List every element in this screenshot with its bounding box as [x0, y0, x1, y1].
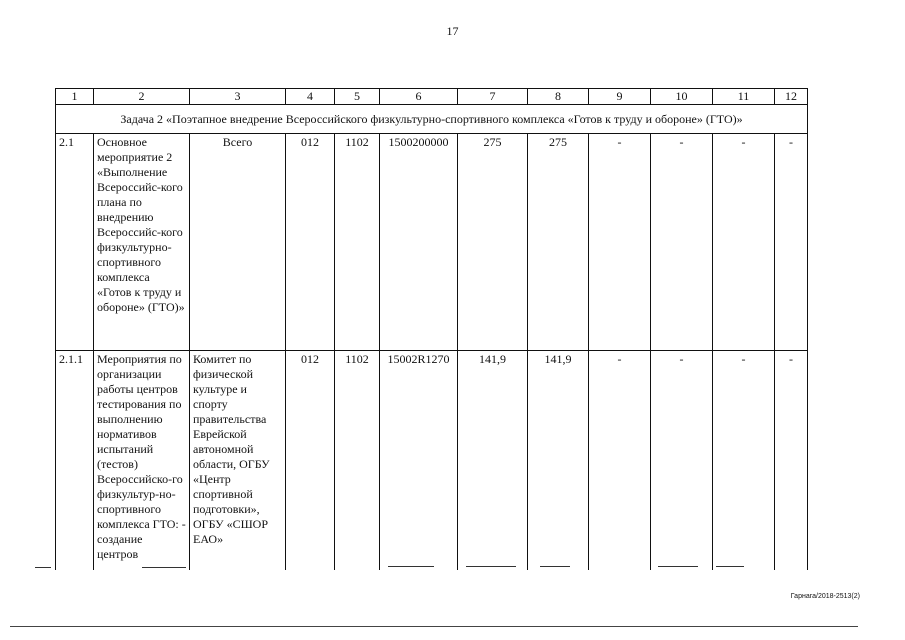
column-header: 8	[528, 89, 589, 105]
task-row	[56, 105, 808, 134]
column-header: 9	[589, 89, 651, 105]
scan-mark	[388, 566, 434, 567]
column-header: 3	[190, 89, 286, 105]
cell-c6: 1500200000	[380, 134, 458, 351]
cell-c5: 1102	[335, 351, 380, 571]
document-code: Гарнага/2018-2513(2)	[790, 593, 860, 600]
column-header: 1	[56, 89, 94, 105]
cell-c10: -	[651, 134, 713, 351]
scan-mark	[466, 566, 516, 567]
scan-mark	[540, 566, 570, 567]
cell-c6: 15002R1270	[380, 351, 458, 571]
cell-c8: 275	[528, 134, 589, 351]
scan-mark	[142, 567, 186, 568]
column-header: 12	[775, 89, 808, 105]
scan-mark	[716, 566, 744, 567]
column-header: 10	[651, 89, 713, 105]
program-table	[55, 88, 808, 570]
column-header: 7	[458, 89, 528, 105]
row-number: 2.1.1	[56, 351, 94, 571]
cell-c9: -	[589, 134, 651, 351]
table-row	[56, 351, 808, 571]
scan-mark	[658, 566, 698, 567]
row-number: 2.1	[56, 134, 94, 351]
column-header: 4	[286, 89, 335, 105]
cell-c11: -	[713, 351, 775, 571]
cell-c8: 141,9	[528, 351, 589, 571]
cell-c7: 275	[458, 134, 528, 351]
cell-c10: -	[651, 351, 713, 571]
cell-c4: 012	[286, 134, 335, 351]
column-header: 2	[94, 89, 190, 105]
cell-c11: -	[713, 134, 775, 351]
page-number: 17	[446, 24, 459, 38]
cell-c12: -	[775, 134, 808, 351]
column-header: 6	[380, 89, 458, 105]
bottom-rule	[10, 626, 858, 627]
task-title: Задача 2 «Поэтапное внедрение Всероссийского физкультурно-спортивного комплекса «Готов к труду и обороне» (ГТО)»	[56, 105, 808, 134]
column-header-row	[56, 89, 808, 105]
table-row	[56, 134, 808, 351]
column-header: 5	[335, 89, 380, 105]
cell-c5: 1102	[335, 134, 380, 351]
cell-c12: -	[775, 351, 808, 571]
activity-name: Основное мероприятие 2 «Выполнение Всероссийс-кого плана по внедрению Всероссийс-кого физкультурно-спортивного комплекса «Готов к труду и обороне» (ГТО)»	[94, 134, 190, 351]
executor: Всего	[190, 134, 286, 351]
cell-c9: -	[589, 351, 651, 571]
activity-name: Мероприятия по организации работы центров тестирования по выполнению нормативов испытаний (тестов) Всероссийско-го физкультур-но-спортивного комплекса ГТО: - создание центров	[94, 351, 190, 571]
cell-c7: 141,9	[458, 351, 528, 571]
executor: Комитет по физической культуре и спорту правительства Еврейской автономной области, ОГБУ «Центр спортивной подготовки», ОГБУ «СШОР ЕАО»	[190, 351, 286, 571]
column-header: 11	[713, 89, 775, 105]
cell-c4: 012	[286, 351, 335, 571]
scan-mark	[35, 567, 51, 568]
